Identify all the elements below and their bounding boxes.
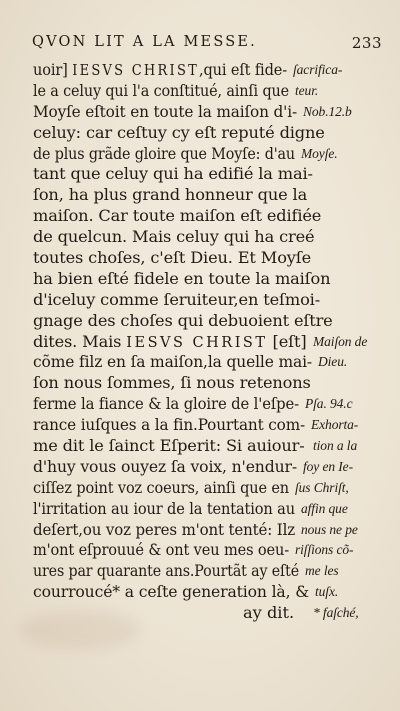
margin-note: me les [305,563,339,579]
text-line [33,123,378,144]
text-line [33,499,378,520]
text-line [33,415,378,436]
line-text: dites. Mais IESVS CHRIST [eſt] [33,331,307,351]
line-text: gnage des choſes qui debuoient eſtre [33,310,333,330]
text-line [33,60,378,81]
line-text: d'huy vous ouyez ſa voix, n'endur- [33,456,297,476]
small-caps-name: IESVS CHRIST [72,63,200,79]
line-text: courroucé* a ceſte generation là, & [33,582,309,602]
line-text: ures par quarante ans.Pourtãt ay eſté [33,561,299,581]
line-text: tant que celuy qui ha edifié la mai- [33,164,313,184]
text-line [33,206,378,227]
text-line [33,144,378,165]
text-line [33,603,378,624]
line-text: ferme la fiance & la gloire de l'eſpe- [33,394,299,414]
margin-note: * faſché, [313,605,359,621]
margin-note: nous ne pe [301,521,358,537]
line-text: cõme filz en ſa maiſon,la quelle mai- [33,352,312,372]
text-line [33,311,378,332]
line-text: le a celuy qui l'a conſtitué, ainſi que [33,80,289,100]
text-line [33,102,378,123]
line-text: rance iuſques a la fin.Pourtant com- [33,415,305,435]
line-text: ſon nous ſommes, ſi nous retenons [33,373,311,393]
text-line [33,436,378,457]
margin-note: Exhorta- [311,417,359,433]
text-line [33,520,378,541]
margin-note: affin que [301,500,348,516]
margin-note: Moyſe. [301,145,338,161]
line-text: ha bien eſté fidele en toute la maiſon [33,268,331,288]
text-line [33,185,378,206]
text-line [33,269,378,290]
text-line [33,352,378,373]
text-line [33,582,378,603]
line-text: d'iceluy comme ſeruiteur,en teſmoi- [33,289,321,309]
line-text: maiſon. Car toute maiſon eſt edifiée [33,206,322,226]
margin-note: Pſa. 94.c [305,396,353,412]
text-line [33,394,378,415]
line-text: uoir] IESVS CHRIST,qui eſt fide- [33,60,287,79]
margin-note: riſſions cõ- [295,542,354,558]
text-line [33,248,378,269]
line-text: Moyſe eſtoit en toute la maiſon d'i- [33,101,297,121]
line-text: me dit le ſainct Eſperit: Si auiour- [33,436,305,456]
text-line [33,81,378,102]
line-text-indented: ay dit. [243,603,295,623]
text-line [33,457,378,478]
line-text: m'ont eſprouué & ont veu mes oeu- [33,540,289,560]
running-head: QVON LIT A LA MESSE. [32,34,257,50]
text-line [33,373,378,394]
page-header [32,34,382,56]
body-text [33,60,378,624]
line-text: de quelcun. Mais celuy qui ha creé [33,227,315,247]
margin-note: Maiſon de [313,333,368,349]
line-text: de plus grãde gloire que Moyſe: d'au [33,143,295,163]
line-text: celuy: car ceſtuy cy eſt reputé digne [33,122,325,142]
line-text: l'irritation au iour de la tentation au [33,498,295,518]
margin-note: ſus Chriſt, [295,479,349,495]
page-number: 233 [351,34,382,52]
small-caps-name: IESVS CHRIST [126,334,268,351]
line-text: ciſſez point voz coeurs, ainſi que en [33,477,289,497]
margin-note: Nob.12.b [303,103,352,119]
margin-note: tuſx. [315,584,339,600]
line-text: deſert,ou voz peres m'ont tenté: Ilz [33,519,295,539]
text-line [33,290,378,311]
margin-note: ſacrifica- [293,62,343,77]
margin-note: tion a la [313,438,358,454]
margin-note: foy en Ie- [303,458,353,474]
margin-note: teur. [295,82,319,98]
line-text: ſon, ha plus grand honneur que la [33,185,308,205]
margin-note: Dieu. [318,354,348,370]
text-line [33,478,378,499]
line-text: toutes choſes, c'eſt Dieu. Et Moyſe [33,248,312,268]
text-line [33,164,378,185]
text-line [33,561,378,582]
text-line [33,332,378,353]
text-line [33,540,378,561]
text-line [33,227,378,248]
